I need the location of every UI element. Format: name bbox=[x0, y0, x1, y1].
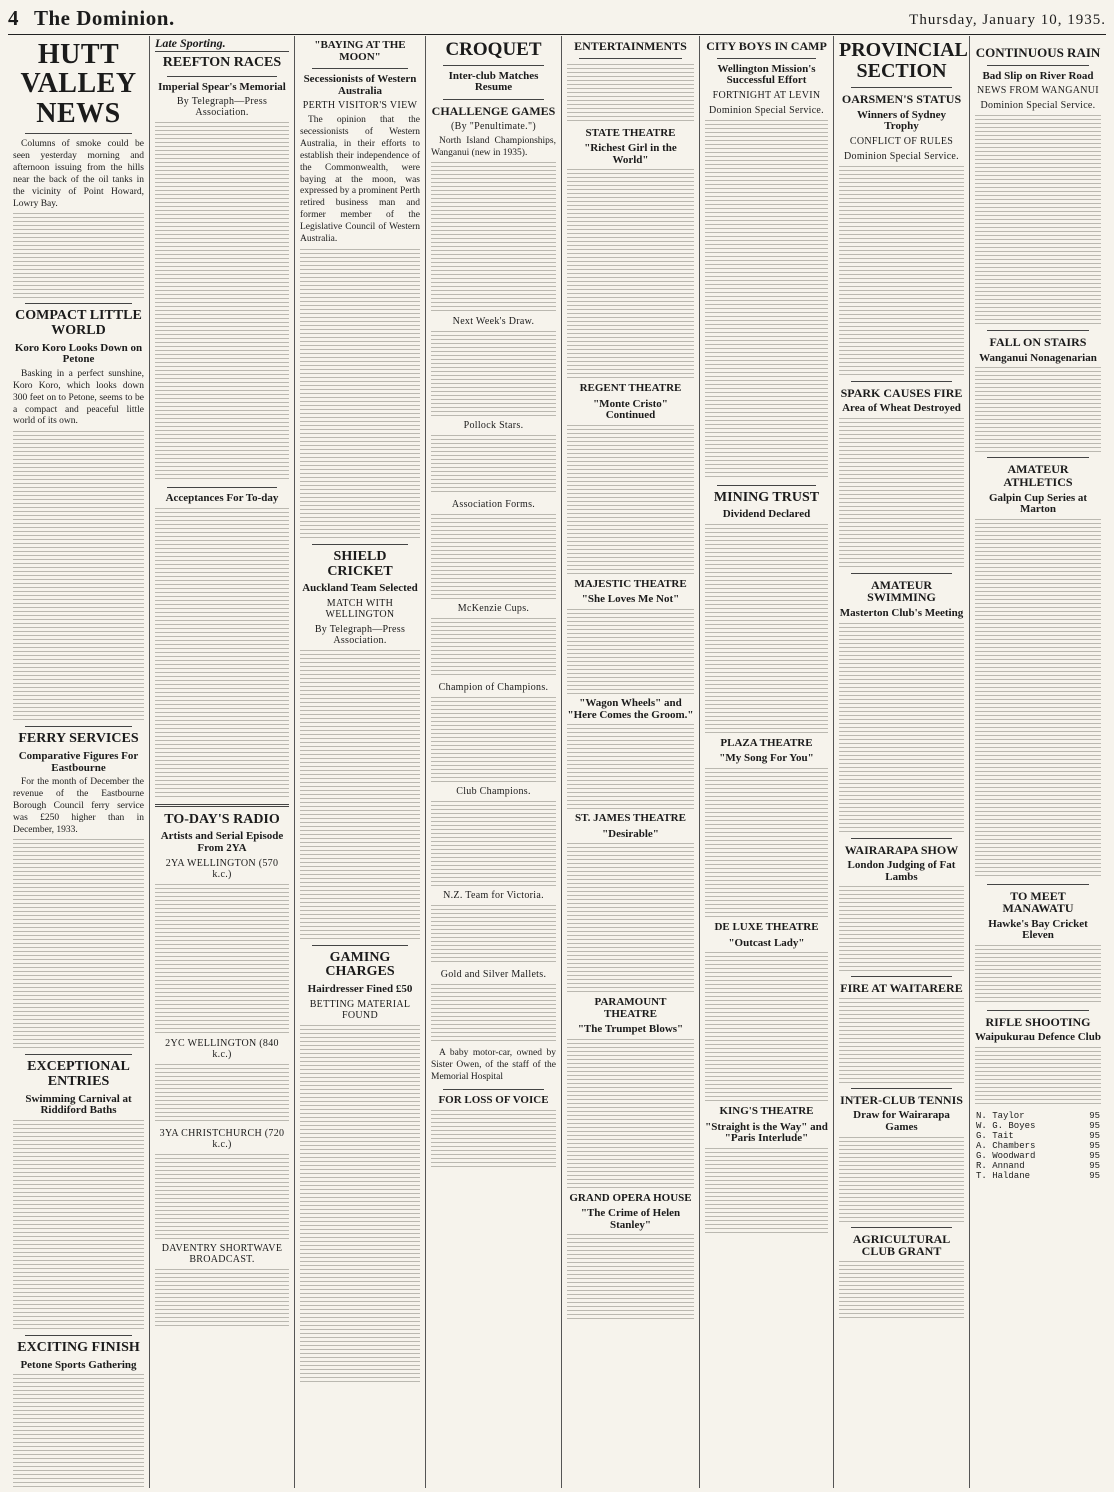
headline-compact-world: COMPACT LITTLE WORLD bbox=[15, 308, 142, 339]
section-label: Gold and Silver Mallets. bbox=[440, 969, 547, 981]
headline-continuous-rain: CONTINUOUS RAIN bbox=[975, 45, 1101, 60]
subhead-betting: BETTING MATERIAL FOUND bbox=[309, 998, 411, 1021]
divider bbox=[851, 1088, 952, 1089]
article-body bbox=[975, 945, 1101, 1005]
divider bbox=[167, 76, 277, 77]
subhead-outcast-lady: "Outcast Lady" bbox=[728, 936, 805, 949]
article-body bbox=[975, 367, 1101, 452]
page-number: 4 bbox=[8, 6, 19, 30]
divider bbox=[312, 544, 408, 545]
subhead-koro: Koro Koro Looks Down on Petone bbox=[14, 341, 143, 366]
theatre-listing bbox=[567, 64, 694, 124]
newspaper-title: The Dominion. bbox=[34, 6, 175, 30]
subhead-hairdresser: Hairdresser Fined £50 bbox=[307, 983, 413, 996]
divider bbox=[443, 1089, 544, 1090]
subhead-my-song: "My Song For You" bbox=[719, 752, 814, 765]
column-1 bbox=[8, 36, 150, 1488]
shooter-score: 95 bbox=[1089, 1171, 1100, 1182]
score-row bbox=[975, 1151, 1101, 1161]
score-row bbox=[975, 1131, 1101, 1141]
radio-programme bbox=[155, 1154, 289, 1239]
headline-ferry: FERRY SERVICES bbox=[18, 731, 139, 747]
subhead-swimming: Swimming Carnival at Riddiford Baths bbox=[25, 1092, 132, 1117]
radio-station: 3YA CHRISTCHURCH (720 k.c.) bbox=[159, 1127, 285, 1150]
byline: Dominion Special Service. bbox=[709, 104, 824, 116]
divider bbox=[851, 838, 952, 839]
article-body bbox=[567, 1039, 694, 1189]
divider bbox=[717, 58, 816, 59]
subhead-wagon-wheels: "Wagon Wheels" and "Here Comes the Groom." bbox=[567, 696, 694, 721]
divider bbox=[25, 1335, 132, 1336]
section-label: McKenzie Cups. bbox=[457, 603, 530, 615]
shooter-name: A. Chambers bbox=[976, 1141, 1036, 1152]
section-label: N.Z. Team for Victoria. bbox=[443, 890, 544, 902]
article-body bbox=[13, 1374, 144, 1488]
article-body bbox=[431, 905, 556, 965]
divider bbox=[167, 487, 277, 488]
subhead-nonagenarian: Wanganui Nonagenarian bbox=[979, 351, 1097, 364]
subhead-sydney-trophy: Winners of Sydney Trophy bbox=[856, 108, 947, 133]
subhead-river-road: Bad Slip on River Road bbox=[982, 69, 1094, 82]
article-body bbox=[431, 162, 556, 312]
subhead-monte-cristo: "Monte Cristo" Continued bbox=[593, 397, 668, 422]
headline-mining-trust: MINING TRUST bbox=[713, 489, 820, 505]
subhead-auckland: Auckland Team Selected bbox=[302, 582, 418, 595]
article-lead: Columns of smoke could be seen yesterday morning and afternoon issuing from the hills near the back of the oil tanks in the vicinity of Point Howard, Lowry Bay. bbox=[13, 139, 144, 209]
divider bbox=[443, 99, 544, 100]
headline-regent: REGENT THEATRE bbox=[579, 382, 682, 395]
subhead-waipukurau: Waipukurau Defence Club bbox=[975, 1031, 1101, 1044]
headline-agricultural-grant: AGRICULTURAL CLUB GRANT bbox=[852, 1231, 951, 1259]
byline: Dominion Special Service. bbox=[980, 100, 1096, 112]
headline-grand-opera: GRAND OPERA HOUSE bbox=[569, 1191, 692, 1204]
headline-amateur-athletics: AMATEUR ATHLETICS bbox=[1003, 462, 1073, 489]
headline-entertainments: ENTERTAINMENTS bbox=[574, 39, 687, 53]
shooter-score: 95 bbox=[1089, 1111, 1100, 1122]
headline-hutt-valley: HUTT VALLEY NEWS bbox=[20, 39, 137, 129]
divider bbox=[155, 804, 289, 807]
divider bbox=[987, 65, 1089, 66]
divider bbox=[312, 68, 408, 69]
article-body bbox=[13, 431, 144, 721]
subhead-perth: PERTH VISITOR'S VIEW bbox=[302, 100, 418, 112]
headline-manawatu: TO MEET MANAWATU bbox=[1002, 888, 1074, 916]
article-lead: Basking in a perfect sunshine, Koro Koro, which looks down 300 feet on to Petone, seems to be a compact and peaceful little world of its own. bbox=[13, 368, 144, 427]
headline-majestic: MAJESTIC THEATRE bbox=[574, 577, 687, 590]
shooter-name: G. Tait bbox=[976, 1131, 1014, 1142]
article-body bbox=[431, 697, 556, 782]
radio-station: 2YC WELLINGTON (840 k.c.) bbox=[165, 1037, 279, 1060]
headline-st-james: ST. JAMES THEATRE bbox=[575, 812, 686, 825]
subhead-richest-girl: "Richest Girl in the World" bbox=[584, 142, 677, 166]
shooter-score: 95 bbox=[1089, 1131, 1100, 1142]
headline-de-luxe: DE LUXE THEATRE bbox=[714, 921, 819, 934]
divider bbox=[851, 976, 952, 977]
subhead-desirable: "Desirable" bbox=[602, 827, 659, 840]
divider bbox=[851, 87, 952, 88]
article-body bbox=[839, 998, 964, 1083]
section-label: Champion of Champions. bbox=[438, 682, 549, 694]
issue-date: Thursday, January 10, 1935. bbox=[909, 12, 1106, 28]
article-lead: A baby motor-car, owned by Sister Owen, of the staff of the Memorial Hospital bbox=[431, 1048, 556, 1083]
article-body bbox=[839, 1261, 964, 1321]
subhead-petone: Petone Sports Gathering bbox=[20, 1358, 137, 1371]
headline-reefton: REEFTON RACES bbox=[162, 55, 282, 70]
score-row bbox=[975, 1141, 1101, 1151]
article-body bbox=[705, 524, 828, 734]
headline-interclub-tennis: INTER-CLUB TENNIS bbox=[840, 1092, 963, 1107]
divider bbox=[851, 573, 952, 574]
headline-rifle-shooting: RIFLE SHOOTING bbox=[985, 1014, 1091, 1029]
divider bbox=[717, 485, 816, 486]
masthead bbox=[8, 4, 1106, 35]
subhead-ferry: Comparative Figures For Eastbourne bbox=[18, 749, 139, 774]
article-body bbox=[567, 724, 694, 809]
headline-challenge: CHALLENGE GAMES bbox=[431, 104, 556, 119]
headline-acceptances: Acceptances For To-day bbox=[165, 492, 279, 505]
article-body bbox=[431, 984, 556, 1044]
shooter-score: 95 bbox=[1089, 1161, 1100, 1172]
headline-oarsmen: OARSMEN'S STATUS bbox=[841, 92, 962, 106]
column-5 bbox=[562, 36, 700, 1488]
divider bbox=[851, 381, 952, 382]
page-columns bbox=[8, 36, 1106, 1488]
divider bbox=[25, 133, 132, 134]
score-row bbox=[975, 1111, 1101, 1121]
subhead-helen-stanley: "The Crime of Helen Stanley" bbox=[580, 1207, 681, 1231]
acceptances-list bbox=[155, 508, 289, 798]
article-body bbox=[567, 169, 694, 379]
headline-amateur-swimming: AMATEUR SWIMMING bbox=[867, 577, 936, 605]
subhead-wanganui: NEWS FROM WANGANUI bbox=[977, 85, 1099, 97]
shooter-score: 95 bbox=[1089, 1121, 1100, 1132]
section-label: Pollock Stars. bbox=[463, 420, 524, 432]
divider bbox=[987, 1010, 1089, 1011]
section-label: Association Forms. bbox=[451, 499, 536, 511]
article-body bbox=[431, 801, 556, 886]
subhead-wheat: Area of Wheat Destroyed bbox=[842, 402, 961, 415]
shooter-name: W. G. Boyes bbox=[976, 1121, 1036, 1132]
shooter-name: T. Haldane bbox=[976, 1171, 1031, 1182]
divider bbox=[579, 58, 682, 59]
article-body bbox=[13, 1120, 144, 1330]
headline-wairarapa-show: WAIRARAPA SHOW bbox=[844, 842, 959, 857]
column-7 bbox=[834, 36, 970, 1488]
subhead-trumpet-blows: "The Trumpet Blows" bbox=[577, 1023, 684, 1036]
subhead-dividend: Dividend Declared bbox=[722, 508, 811, 521]
subhead-radio: Artists and Serial Episode From 2YA bbox=[160, 830, 284, 855]
article-body bbox=[975, 519, 1101, 879]
article-body bbox=[567, 425, 694, 575]
byline: (By "Penultimate.") bbox=[451, 120, 536, 132]
divider bbox=[987, 457, 1089, 458]
article-body bbox=[13, 213, 144, 298]
article-body bbox=[300, 650, 420, 940]
subhead-wellington-mission: Wellington Mission's Successful Effort bbox=[717, 62, 816, 87]
subhead-she-loves-me-not: "She Loves Me Not" bbox=[581, 593, 680, 606]
headline-gaming: GAMING CHARGES bbox=[325, 949, 395, 980]
byline: Dominion Special Service. bbox=[844, 150, 959, 162]
race-results bbox=[155, 122, 289, 482]
article-body bbox=[975, 115, 1101, 325]
headline-baying: "BAYING AT THE MOON" bbox=[314, 39, 406, 63]
column-8 bbox=[970, 36, 1106, 1488]
article-body bbox=[431, 618, 556, 678]
score-row bbox=[975, 1171, 1101, 1181]
article-body bbox=[975, 1047, 1101, 1107]
article-body bbox=[705, 1148, 828, 1233]
headline-paramount: PARAMOUNT THEATRE bbox=[594, 996, 667, 1020]
article-body bbox=[705, 768, 828, 918]
article-body bbox=[13, 839, 144, 1049]
divider bbox=[25, 1054, 132, 1055]
article-lead: For the month of December the revenue of the Eastbourne Borough Council ferry service was £250 higher than in December, 1933. bbox=[13, 777, 144, 835]
radio-programme bbox=[155, 1269, 289, 1329]
article-body bbox=[431, 435, 556, 495]
article-body bbox=[567, 609, 694, 694]
divider bbox=[443, 65, 544, 66]
score-row bbox=[975, 1161, 1101, 1171]
article-body bbox=[705, 952, 828, 1102]
article-lead: North Island Championships, Wanganui (new in 1935). bbox=[431, 135, 556, 158]
subhead-match: MATCH WITH WELLINGTON bbox=[325, 597, 395, 620]
headline-croquet: CROQUET bbox=[445, 39, 542, 60]
headline-exceptional-entries: EXCEPTIONAL ENTRIES bbox=[27, 1059, 130, 1090]
subhead-wairarapa-games: Draw for Wairarapa Games bbox=[853, 1109, 950, 1133]
advert-body bbox=[431, 1110, 556, 1170]
shooter-name: N. Taylor bbox=[976, 1111, 1025, 1122]
column-6 bbox=[700, 36, 834, 1488]
divider bbox=[851, 1227, 952, 1228]
divider bbox=[25, 726, 132, 727]
article-body bbox=[839, 166, 964, 376]
score-row bbox=[975, 1121, 1101, 1131]
subhead-galpin-cup: Galpin Cup Series at Marton bbox=[988, 491, 1088, 516]
rifle-scores-table bbox=[975, 1111, 1101, 1181]
column-3 bbox=[295, 36, 426, 1488]
subhead-masterton: Masterton Club's Meeting bbox=[839, 607, 964, 620]
divider bbox=[987, 330, 1089, 331]
subhead-fat-lambs: London Judging of Fat Lambs bbox=[847, 859, 956, 883]
headline-provincial: PROVINCIAL SECTION bbox=[839, 39, 968, 82]
headline-spark-fire: SPARK CAUSES FIRE bbox=[840, 385, 963, 400]
radio-station: DAVENTRY SHORTWAVE BROADCAST. bbox=[161, 1242, 283, 1265]
article-body bbox=[839, 418, 964, 568]
section-label: Club Champions. bbox=[456, 786, 531, 798]
article-body bbox=[431, 331, 556, 416]
headline-city-boys: CITY BOYS IN CAMP bbox=[706, 39, 827, 53]
article-body bbox=[567, 843, 694, 993]
subhead-hawkes-bay: Hawke's Bay Cricket Eleven bbox=[988, 917, 1088, 942]
byline: By Telegraph—Press Association. bbox=[314, 623, 406, 646]
subhead-rules: CONFLICT OF RULES bbox=[849, 135, 954, 147]
headline-fall-stairs: FALL ON STAIRS bbox=[989, 335, 1087, 350]
column-4 bbox=[426, 36, 562, 1488]
article-lead: The opinion that the secessionists of Western Australia, in their efforts to establish their independence of the Commonwealth, were baying at the moon, was expressed by a prominent Perth retired business man and former member of the Legislative Council of Western Australia. bbox=[300, 115, 420, 244]
headline-kings: KING'S THEATRE bbox=[719, 1105, 814, 1118]
divider bbox=[987, 884, 1089, 885]
shooter-name: G. Woodward bbox=[976, 1151, 1036, 1162]
subhead-secessionists: Secessionists of Western Australia bbox=[303, 73, 417, 97]
shooter-score: 95 bbox=[1089, 1151, 1100, 1162]
article-body bbox=[705, 120, 828, 480]
article-body bbox=[567, 1234, 694, 1319]
article-body bbox=[839, 886, 964, 971]
radio-station: 2YA WELLINGTON (570 k.c.) bbox=[165, 857, 279, 880]
article-body bbox=[839, 1137, 964, 1222]
headline-radio: TO-DAY'S RADIO bbox=[164, 811, 280, 827]
column-2 bbox=[150, 36, 295, 1488]
headline-voice: FOR LOSS OF VOICE bbox=[438, 1094, 549, 1106]
subhead-straight-way: "Straight is the Way" and "Paris Interlude" bbox=[705, 1120, 828, 1145]
headline-plaza: PLAZA THEATRE bbox=[720, 736, 813, 749]
headline-shield-cricket: SHIELD CRICKET bbox=[327, 548, 393, 579]
radio-programme bbox=[155, 1064, 289, 1124]
subhead-imperial: Imperial Spear's Memorial bbox=[158, 80, 286, 93]
subhead-interclub: Inter-club Matches Resume bbox=[448, 69, 539, 94]
headline-fire-waitarere: FIRE AT WAITARERE bbox=[840, 981, 963, 996]
byline: By Telegraph—Press Association. bbox=[176, 96, 268, 119]
subhead-levin: FORTNIGHT AT LEVIN bbox=[712, 89, 821, 101]
divider bbox=[25, 303, 132, 304]
article-body bbox=[431, 514, 556, 599]
section-kicker: Late Sporting. bbox=[155, 36, 289, 52]
divider bbox=[312, 945, 408, 946]
radio-programme bbox=[155, 884, 289, 1034]
shooter-score: 95 bbox=[1089, 1141, 1100, 1152]
headline-exciting-finish: EXCITING FINISH bbox=[17, 1339, 140, 1355]
shooter-name: R. Annand bbox=[976, 1161, 1025, 1172]
article-body bbox=[300, 1025, 420, 1385]
article-body bbox=[839, 623, 964, 833]
article-body bbox=[300, 249, 420, 539]
headline-state-theatre: STATE THEATRE bbox=[585, 126, 676, 139]
section-label: Next Week's Draw. bbox=[452, 316, 535, 328]
